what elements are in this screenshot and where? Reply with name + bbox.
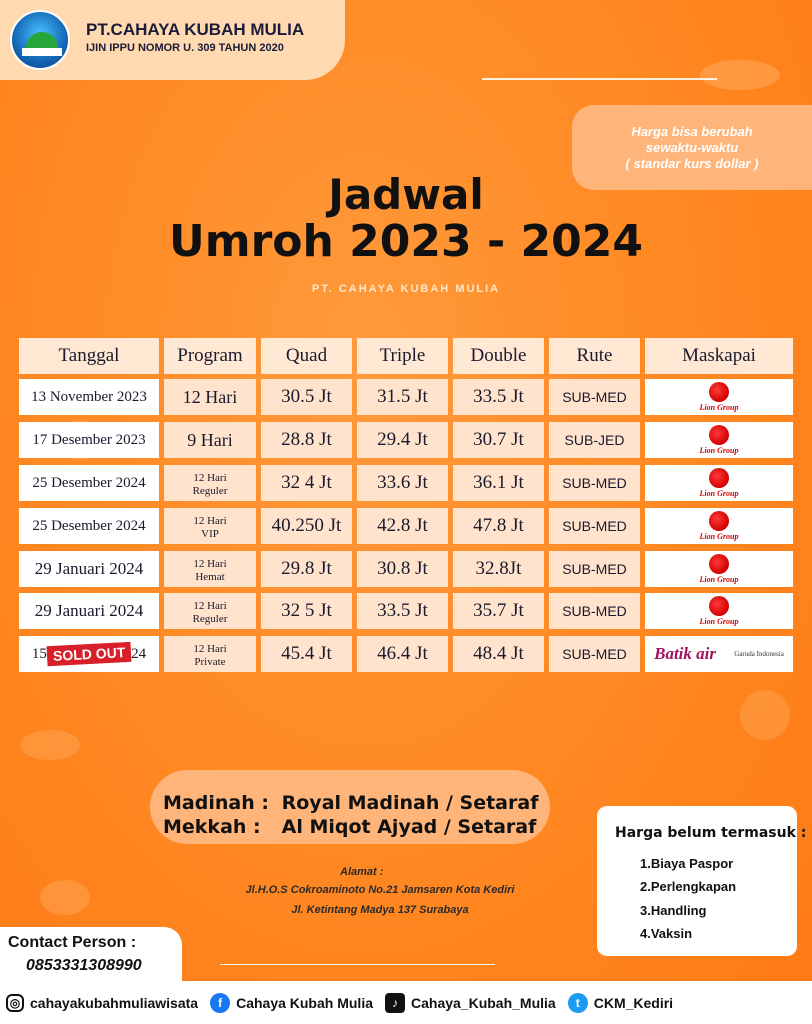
row-quad: 32 5 Jt — [261, 593, 352, 629]
tiktok-icon: ♪ — [385, 993, 405, 1013]
program-type: Private — [194, 656, 226, 668]
row-double: 36.1 Jt — [453, 465, 544, 501]
row-route: SUB-MED — [549, 379, 640, 415]
airline-name: Lion Group — [699, 446, 739, 455]
date-prefix: 15 — [31, 645, 47, 662]
garuda-logo: Garuda Indonesia — [734, 650, 784, 658]
license-number: IJIN IPPU NOMOR U. 309 TAHUN 2020 — [86, 42, 284, 54]
date-suffix: 24 — [131, 645, 147, 662]
row-quad: 40.250 Jt — [261, 508, 352, 544]
row-program — [164, 508, 256, 544]
divider — [482, 78, 717, 80]
company-name: PT.CAHAYA KUBAH MULIA — [86, 20, 305, 39]
social-handle: cahayakubahmuliawisata — [30, 994, 199, 1011]
row-double: 30.7 Jt — [453, 422, 544, 458]
lion-icon — [709, 468, 729, 488]
page-subtitle: Umroh 2023 - 2024 — [169, 216, 643, 267]
row-quad: 29.8 Jt — [261, 551, 352, 587]
row-triple: 33.5 Jt — [357, 593, 448, 629]
hotel-name: Al Miqot Ajyad / Setaraf — [281, 816, 537, 838]
airline-name: Lion Group — [699, 532, 739, 541]
col-header-program: Program — [164, 338, 256, 374]
city-label: Mekkah : — [163, 816, 261, 838]
airline-name: Lion Group — [699, 617, 739, 626]
facebook-icon: f — [210, 993, 230, 1013]
row-date: 29 Januari 2024 — [19, 551, 159, 587]
airline-logo — [645, 465, 793, 501]
program-type: VIP — [201, 528, 219, 540]
row-date: 13 November 2023 — [19, 379, 159, 415]
airline-logo — [645, 379, 793, 415]
program-type: Hemat — [195, 571, 225, 583]
row-triple: 29.4 Jt — [357, 422, 448, 458]
price-note-line: ( standar kurs dollar ) — [625, 155, 759, 171]
row-triple: 31.5 Jt — [357, 379, 448, 415]
airline-name: Lion Group — [699, 575, 739, 584]
address-line: Jl.H.O.S Cokroaminoto No.21 Jamsaren Kota Kediri — [245, 884, 515, 896]
row-quad: 32 4 Jt — [261, 465, 352, 501]
batik-air-logo: Batik air — [654, 644, 716, 663]
social-footer — [0, 981, 812, 1024]
row-quad: 28.8 Jt — [261, 422, 352, 458]
lion-icon — [709, 425, 729, 445]
row-double: 47.8 Jt — [453, 508, 544, 544]
row-program — [164, 593, 256, 629]
row-date: 29 Januari 2024 — [19, 593, 159, 629]
program-duration: 12 Hari — [193, 558, 227, 570]
company-caption: PT. CAHAYA KUBAH MULIA — [311, 283, 501, 295]
program-duration: 12 Hari — [193, 515, 227, 527]
exclusion-item: 4.Vaksin — [640, 926, 693, 941]
program-type: Reguler — [192, 613, 228, 625]
row-program — [164, 551, 256, 587]
instagram-icon: ◎ — [6, 994, 24, 1012]
airline-logo — [645, 593, 793, 629]
row-date — [19, 636, 159, 672]
row-date: 17 Desember 2023 — [19, 422, 159, 458]
exclusion-item: 1.Biaya Paspor — [640, 856, 734, 871]
row-triple: 42.8 Jt — [357, 508, 448, 544]
row-route: SUB-MED — [549, 551, 640, 587]
page-title: Jadwal — [328, 170, 484, 219]
address-title: Alamat : — [340, 866, 384, 878]
col-header-airline: Maskapai — [645, 338, 793, 374]
social-handle: CKM_Kediri — [593, 994, 674, 1011]
company-logo — [10, 10, 70, 70]
col-header-date: Tanggal — [19, 338, 159, 374]
row-program — [164, 465, 256, 501]
row-route: SUB-MED — [549, 636, 640, 672]
program-duration: 12 Hari — [193, 643, 227, 655]
exclusions-title: Harga belum termasuk : — [615, 825, 807, 841]
row-triple: 46.4 Jt — [357, 636, 448, 672]
row-double: 48.4 Jt — [453, 636, 544, 672]
row-date: 25 Desember 2024 — [19, 508, 159, 544]
row-triple: 33.6 Jt — [357, 465, 448, 501]
row-triple: 30.8 Jt — [357, 551, 448, 587]
row-double: 33.5 Jt — [453, 379, 544, 415]
social-facebook[interactable] — [210, 993, 373, 1013]
row-program: 9 Hari — [164, 422, 256, 458]
airline-logo — [645, 422, 793, 458]
row-route: SUB-MED — [549, 508, 640, 544]
hotel-name: Royal Madinah / Setaraf — [281, 792, 539, 814]
airline-logo — [645, 551, 793, 587]
col-header-triple: Triple — [357, 338, 448, 374]
airline-logo — [645, 508, 793, 544]
col-header-quad: Quad — [261, 338, 352, 374]
row-double: 32.8Jt — [453, 551, 544, 587]
lion-icon — [709, 382, 729, 402]
program-duration: 12 Hari — [193, 600, 227, 612]
lion-icon — [709, 554, 729, 574]
row-date: 25 Desember 2024 — [19, 465, 159, 501]
sold-out-badge: SOLD OUT — [46, 642, 131, 666]
row-route: SUB-MED — [549, 593, 640, 629]
airline-logo — [645, 636, 793, 672]
row-program — [164, 636, 256, 672]
lion-icon — [709, 511, 729, 531]
airline-name: Lion Group — [699, 403, 739, 412]
row-program: 12 Hari — [164, 379, 256, 415]
social-handle: Cahaya Kubah Mulia — [236, 994, 373, 1011]
address-line: Jl. Ketintang Madya 137 Surabaya — [291, 904, 469, 916]
row-quad: 30.5 Jt — [261, 379, 352, 415]
exclusion-item: 2.Perlengkapan — [640, 879, 737, 894]
price-note-line: Harga bisa berubah — [631, 123, 753, 139]
program-duration: 12 Hari — [193, 472, 227, 484]
col-header-route: Rute — [549, 338, 640, 374]
contact-phone[interactable]: 0853331308990 — [26, 957, 142, 974]
program-type: Reguler — [192, 485, 228, 497]
row-double: 35.7 Jt — [453, 593, 544, 629]
lion-icon — [709, 596, 729, 616]
airline-name: Lion Group — [699, 489, 739, 498]
social-handle: Cahaya_Kubah_Mulia — [411, 994, 556, 1011]
row-route: SUB-JED — [549, 422, 640, 458]
contact-label: Contact Person : — [8, 934, 137, 951]
hotel-mekkah — [163, 816, 536, 838]
twitter-icon: t — [568, 993, 588, 1013]
exclusion-item: 3.Handling — [640, 903, 707, 918]
social-twitter[interactable] — [568, 993, 673, 1013]
social-tiktok[interactable] — [385, 993, 556, 1013]
social-instagram[interactable] — [6, 994, 198, 1012]
col-header-double: Double — [453, 338, 544, 374]
row-quad: 45.4 Jt — [261, 636, 352, 672]
row-route: SUB-MED — [549, 465, 640, 501]
city-label: Madinah : — [163, 792, 269, 814]
price-note-line: sewaktu-waktu — [645, 139, 739, 155]
divider — [220, 964, 495, 965]
hotel-madinah — [163, 792, 538, 814]
